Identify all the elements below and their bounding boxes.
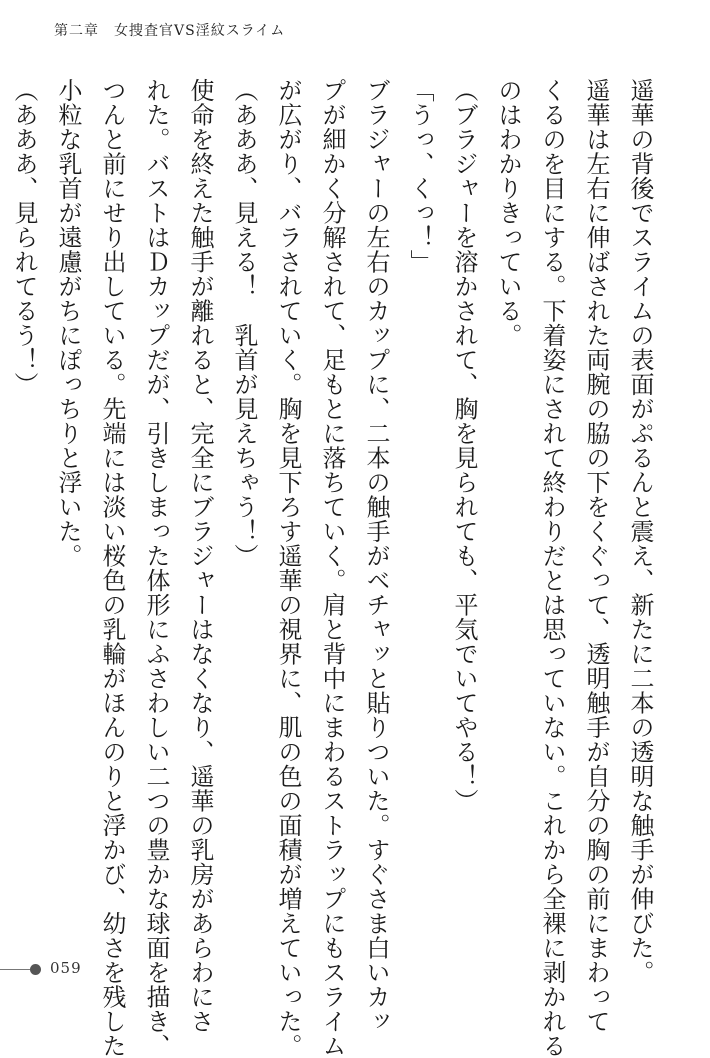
footer-dot-icon	[30, 964, 41, 975]
text-column: ブラジャーの左右のカップに、二本の触手がベチャッと貼りついた。すぐさま白いカッ	[362, 78, 390, 1034]
text-column: 遥華は左右に伸ばされた両腕の脇の下をくぐって、透明触手が自分の胸の前にまわって	[582, 78, 610, 1034]
text-column: プが細かく分解されて、足もとに落ちていく。肩と背中にまわるストラップにもスライム	[318, 78, 346, 1058]
text-column: 使命を終えた触手が離れると、完全にブラジャーはなくなり、遥華の乳房があらわにさ	[186, 78, 214, 1034]
page-number: 059	[50, 959, 82, 977]
text-column	[0, 78, 2, 946]
footer-rule	[0, 969, 30, 970]
text-column: が広がり、バラされていく。胸を見下ろす遥華の視界に、肌の色の面積が増えていった。	[274, 78, 302, 1058]
text-column: （ブラジャーを溶かされて、胸を見られても、平気でいてやる！）	[450, 78, 478, 813]
text-column: くるのを目にする。下着姿にされて終わりだとは思っていない。これから全裸に剥かれる	[538, 78, 566, 1058]
chapter-title: 第二章 女捜査官VS淫紋スライム	[54, 23, 286, 39]
text-column: （あああ、見られてるう！）	[10, 78, 38, 397]
text-column: 「うっ、くっ！」	[406, 78, 434, 274]
text-column: れた。バストはＤカップだが、引きしまった体形にふさわしい二つの豊かな球面を描き、	[142, 78, 170, 1058]
text-column: 遥華の背後でスライムの表面がぷるんと震え、新たに二本の透明な触手が伸びた。	[626, 78, 654, 985]
text-column: 小粒な乳首が遠慮がちにぽっちりと浮いた。	[54, 78, 82, 568]
text-column: つんと前にせり出している。先端には淡い桜色の乳輪がほんのりと浮かび、幼さを残した	[98, 78, 126, 1058]
text-column: のはわかりきっている。	[494, 78, 522, 348]
text-column: （あああ、見える！ 乳首が見えちゃう！）	[230, 78, 258, 568]
